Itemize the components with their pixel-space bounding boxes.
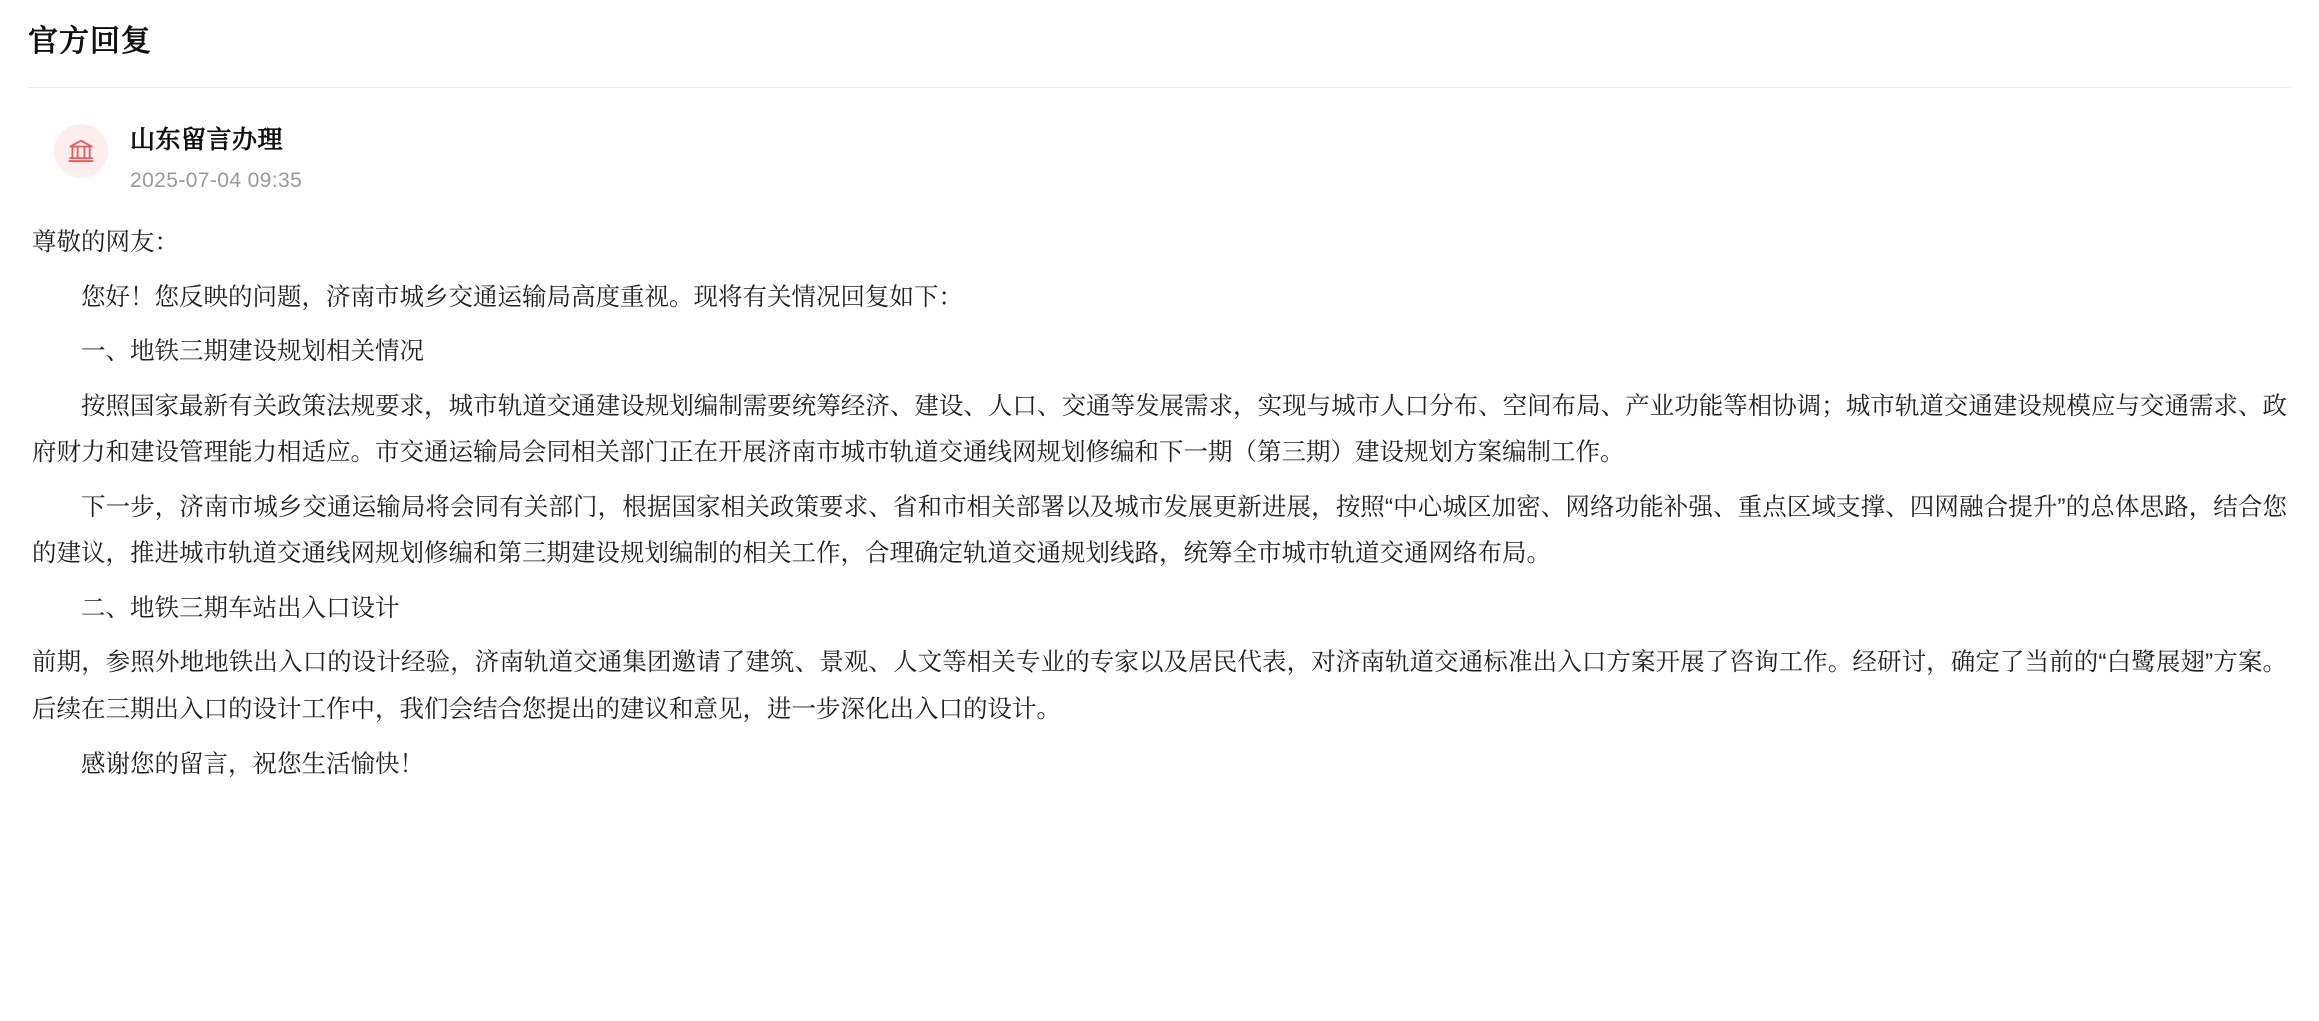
reply-paragraph: 您好！您反映的问题，济南市城乡交通运输局高度重视。现将有关情况回复如下： [81, 283, 963, 311]
reply-paragraph: 尊敬的网友： [32, 229, 179, 257]
reply-paragraph: 按照国家最新有关政策法规要求，城市轨道交通建设规划编制需要统筹经济、建设、人口、交通等发展需求，实现与城市人口分布、空间布局、产业功能等相协调；城市轨道交通建设规模应与交通需求、政府财力和建设管理能力相适应。市交通运输局会同相关部门正在开展济南市城市轨道交通线网规划修编和下一期（第三期）建设规划方案编制工作。 [32, 392, 2287, 467]
reply-header [28, 122, 2291, 194]
reply-author: 山东留言办理 [130, 126, 284, 154]
reply-paragraph: 二、地铁三期车站出入口设计 [81, 594, 400, 622]
reply-paragraph: 感谢您的留言，祝您生活愉快！ [81, 750, 424, 778]
reply-timestamp: 2025-07-04 09:35 [130, 168, 303, 192]
page-title: 官方回复 [28, 25, 152, 58]
government-building-icon [67, 137, 95, 165]
reply-paragraph: 一、地铁三期建设规划相关情况 [81, 338, 424, 366]
avatar [54, 124, 108, 178]
reply-paragraph: 前期，参照外地地铁出入口的设计经验，济南轨道交通集团邀请了建筑、景观、人文等相关专业的专家以及居民代表，对济南轨道交通标准出入口方案开展了咨询工作。经研讨，确定了当前的“白鹭展翅”方案。后续在三期出入口的设计工作中，我们会结合您提出的建议和意见，进一步深化出入口的设计。 [32, 649, 2287, 723]
reply-meta [130, 122, 302, 194]
reply-body [28, 220, 2291, 788]
reply-card [28, 88, 2291, 788]
reply-paragraph: 下一步，济南市城乡交通运输局将会同有关部门，根据国家相关政策要求、省和市相关部署以及城市发展更新进展，按照“中心城区加密、网络功能补强、重点区域支撑、四网融合提升”的总体思路，结合您的建议，推进城市轨道交通线网规划修编和第三期建设规划编制的相关工作，合理确定轨道交通规划线路，统筹全市城市轨道交通网络布局。 [32, 493, 2287, 568]
section-header [28, 0, 2291, 87]
